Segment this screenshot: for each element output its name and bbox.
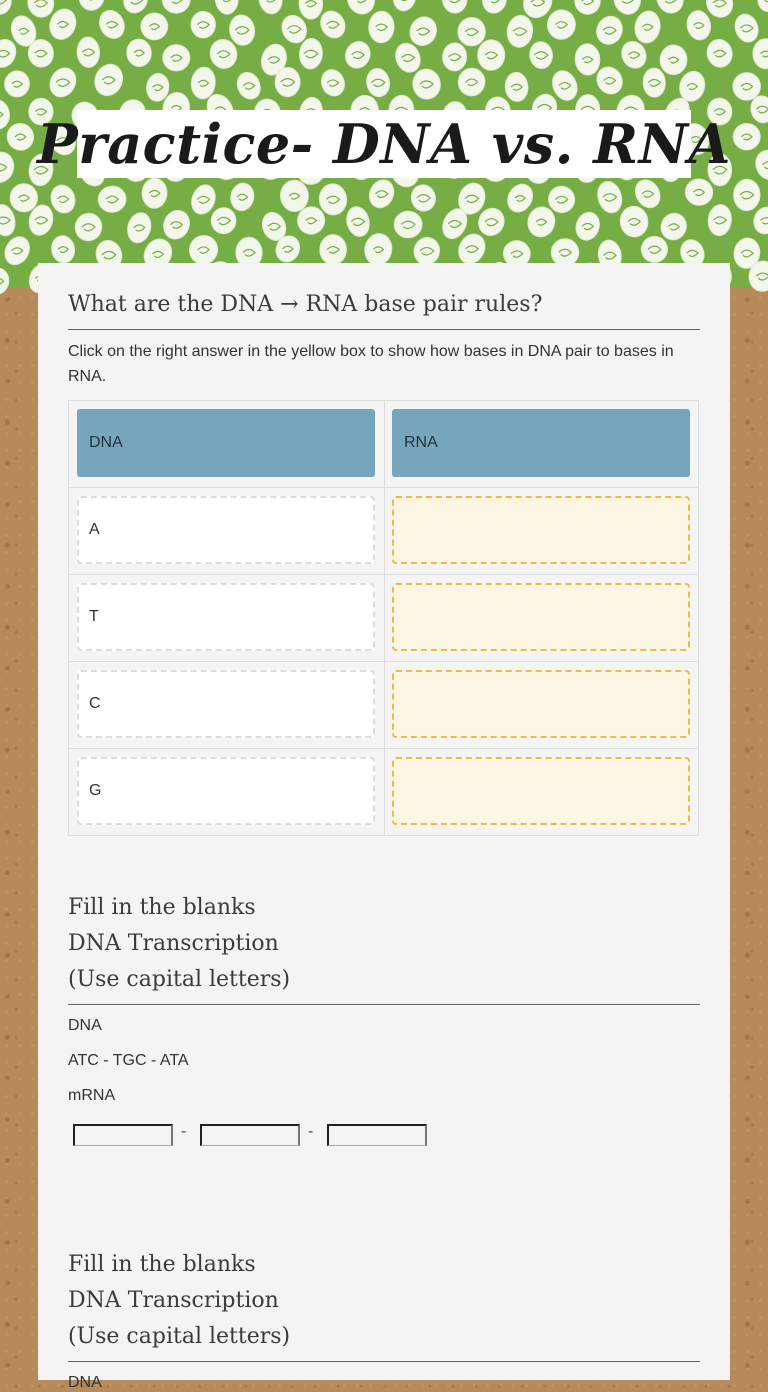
pattern-circle [210,207,237,235]
mrna-blank-input[interactable] [73,1124,173,1146]
pattern-circle [3,119,38,155]
pattern-circle [660,45,688,76]
divider [68,329,700,330]
title-box [77,110,691,178]
mrna-blank-input[interactable] [327,1124,427,1146]
dna-sequence: ATC - TGC - ATA [68,1052,189,1070]
pattern-circle [3,69,31,98]
dna-base-g: G [77,757,375,825]
divider [68,1361,700,1362]
rna-answer-box[interactable] [392,496,690,564]
rna-answer-box[interactable] [392,757,690,825]
pattern-circle [341,37,374,72]
pattern-circle [619,205,650,238]
pattern-circle [162,44,190,71]
separator: - [308,1123,313,1141]
pattern-circle [0,149,18,186]
worksheet-card [38,263,730,1380]
dna-label: DNA [68,1374,102,1392]
pattern-circle [505,14,534,49]
divider [69,661,698,662]
pattern-circle [364,67,392,99]
pattern-circle [298,38,323,70]
divider [69,487,698,488]
pattern-circle [704,37,735,70]
pattern-circle [545,8,577,41]
pattern-circle [477,39,505,70]
pattern-circle [733,179,760,211]
pattern-circle [642,68,666,98]
pattern-circle [685,9,713,42]
pattern-circle [279,179,309,212]
column-header-rna: RNA [392,409,690,477]
heading-line: DNA Transcription [68,926,290,962]
pattern-circle [214,0,239,15]
column-header-dna: DNA [77,409,375,477]
dna-base-c: C [77,670,375,738]
pattern-circle [227,13,257,47]
dna-base-t: T [77,583,375,651]
pattern-circle [320,235,347,265]
section-heading-transcription-1 [68,890,290,998]
pattern-circle [49,234,77,265]
page-header-banner [0,0,768,288]
pattern-circle [344,204,373,238]
pattern-circle [732,122,761,151]
dna-label: DNA [68,1017,102,1035]
pattern-circle [191,11,216,38]
pattern-circle [142,178,167,208]
pattern-circle [119,0,151,17]
pattern-circle [275,67,301,97]
pattern-circle [755,0,768,14]
pattern-circle [394,211,422,238]
pattern-circle [751,146,768,184]
pattern-circle [97,185,127,213]
divider [384,401,385,835]
pattern-circle [573,0,603,16]
pattern-circle [137,9,171,43]
divider [68,1004,700,1005]
pattern-circle [25,0,56,20]
pattern-circle [318,182,349,216]
section-heading-base-pair-rules: What are the DNA → RNA base pair rules? [68,287,542,323]
pattern-circle [365,176,398,211]
mrna-blank-input[interactable] [200,1124,300,1146]
pattern-circle [95,6,129,42]
rna-answer-box[interactable] [392,670,690,738]
pattern-circle [409,182,439,213]
pattern-circle [72,210,106,245]
pattern-circle [48,182,79,216]
pattern-circle [77,0,106,12]
pattern-circle [753,38,768,68]
pattern-circle [125,38,153,68]
pattern-circle [124,210,154,245]
section-heading-transcription-2 [68,1247,290,1355]
heading-line: Fill in the blanks [68,890,290,926]
pattern-circle [683,177,715,208]
heading-line: DNA Transcription [68,1283,290,1319]
pattern-circle [0,98,12,131]
pattern-circle [228,181,256,212]
heading-line: (Use capital letters) [68,1319,290,1355]
pattern-circle [457,67,487,98]
pattern-circle [707,203,733,236]
matching-instructions: Click on the right answer in the yellow box to show how bases in DNA pair to bases in RNA. [68,339,700,389]
pattern-circle [368,11,394,43]
matching-table [68,400,699,836]
page-title: Practice- DNA vs. RNA [37,112,731,176]
pattern-circle [442,42,467,71]
pattern-circle [731,11,761,45]
pattern-circle [318,66,349,99]
pattern-circle [391,0,418,13]
pattern-circle [504,71,529,102]
pattern-circle [0,232,34,268]
pattern-circle [362,232,394,268]
pattern-circle [528,40,554,69]
pattern-circle [76,36,100,68]
pattern-circle [572,209,602,243]
separator: - [181,1123,186,1141]
pattern-circle [633,9,663,45]
pattern-circle [574,43,601,76]
pattern-circle [458,18,485,46]
heading-line: (Use capital letters) [68,962,290,998]
pattern-circle [299,0,323,19]
rna-answer-box[interactable] [392,583,690,651]
pattern-circle [0,0,12,15]
pattern-circle [10,184,38,212]
pattern-circle [233,69,264,103]
mrna-label: mRNA [68,1087,115,1105]
divider [69,574,698,575]
pattern-circle [161,0,191,14]
pattern-circle [592,12,626,48]
pattern-circle [90,60,127,100]
pattern-circle [411,67,443,101]
pattern-circle [0,266,11,297]
divider [69,748,698,749]
pattern-circle [45,63,81,101]
pattern-circle [159,206,194,243]
pattern-circle [594,179,625,216]
dna-base-a: A [77,496,375,564]
heading-line: Fill in the blanks [68,1247,290,1283]
